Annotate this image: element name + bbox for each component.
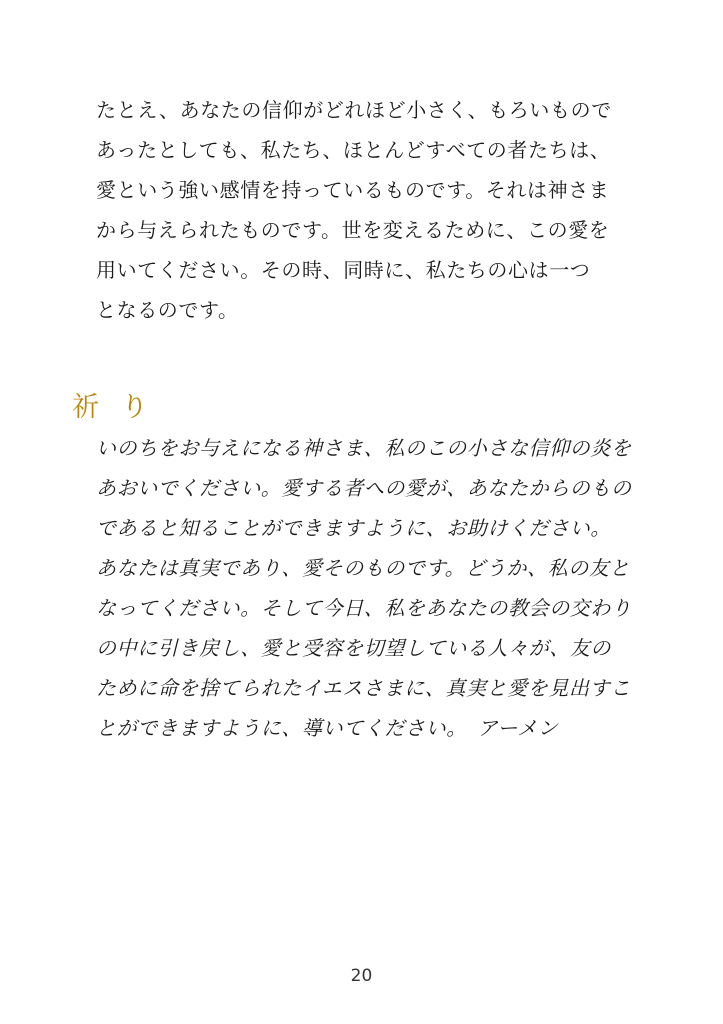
body-line: から与えられたものです。世を変えるために、この愛を: [96, 218, 610, 242]
prayer-line: であると知ることができますように、お助けください。: [96, 516, 611, 540]
prayer-line: いのちをお与えになる神さま、私のこの小さな信仰の炎を: [96, 436, 632, 460]
body-paragraph: [96, 90, 646, 330]
prayer-line: ために命を捨てられたイエスさまに、真実と愛を見出すこ: [96, 676, 631, 700]
body-line: 用いてください。その時、同時に、私たちの心は一つ: [96, 258, 591, 282]
prayer-line: あなたは真実であり、愛そのものです。どうか、私の友と: [96, 556, 630, 580]
body-line: あったとしても、私たち、ほとんどすべての者たちは、: [96, 138, 611, 162]
body-line: となるのです。: [96, 298, 239, 322]
page-number: 20: [350, 966, 373, 986]
prayer-line: の中に引き戻し、愛と受容を切望している人々が、友の: [96, 636, 611, 660]
prayer-line: なってください。そして今日、私をあなたの教会の交わり: [96, 596, 632, 620]
prayer-paragraph: [96, 428, 656, 748]
body-line: 愛という強い感情を持っているものです。それは神さま: [96, 178, 610, 202]
prayer-heading: 祈り: [72, 392, 170, 423]
body-line: たとえ、あなたの信仰がどれほど小さく、もろいもので: [96, 98, 612, 122]
prayer-line: とができますように、導いてください。 アーメン: [96, 716, 559, 740]
prayer-line: あおいでください。愛する者への愛が、あなたからのもの: [96, 476, 632, 500]
